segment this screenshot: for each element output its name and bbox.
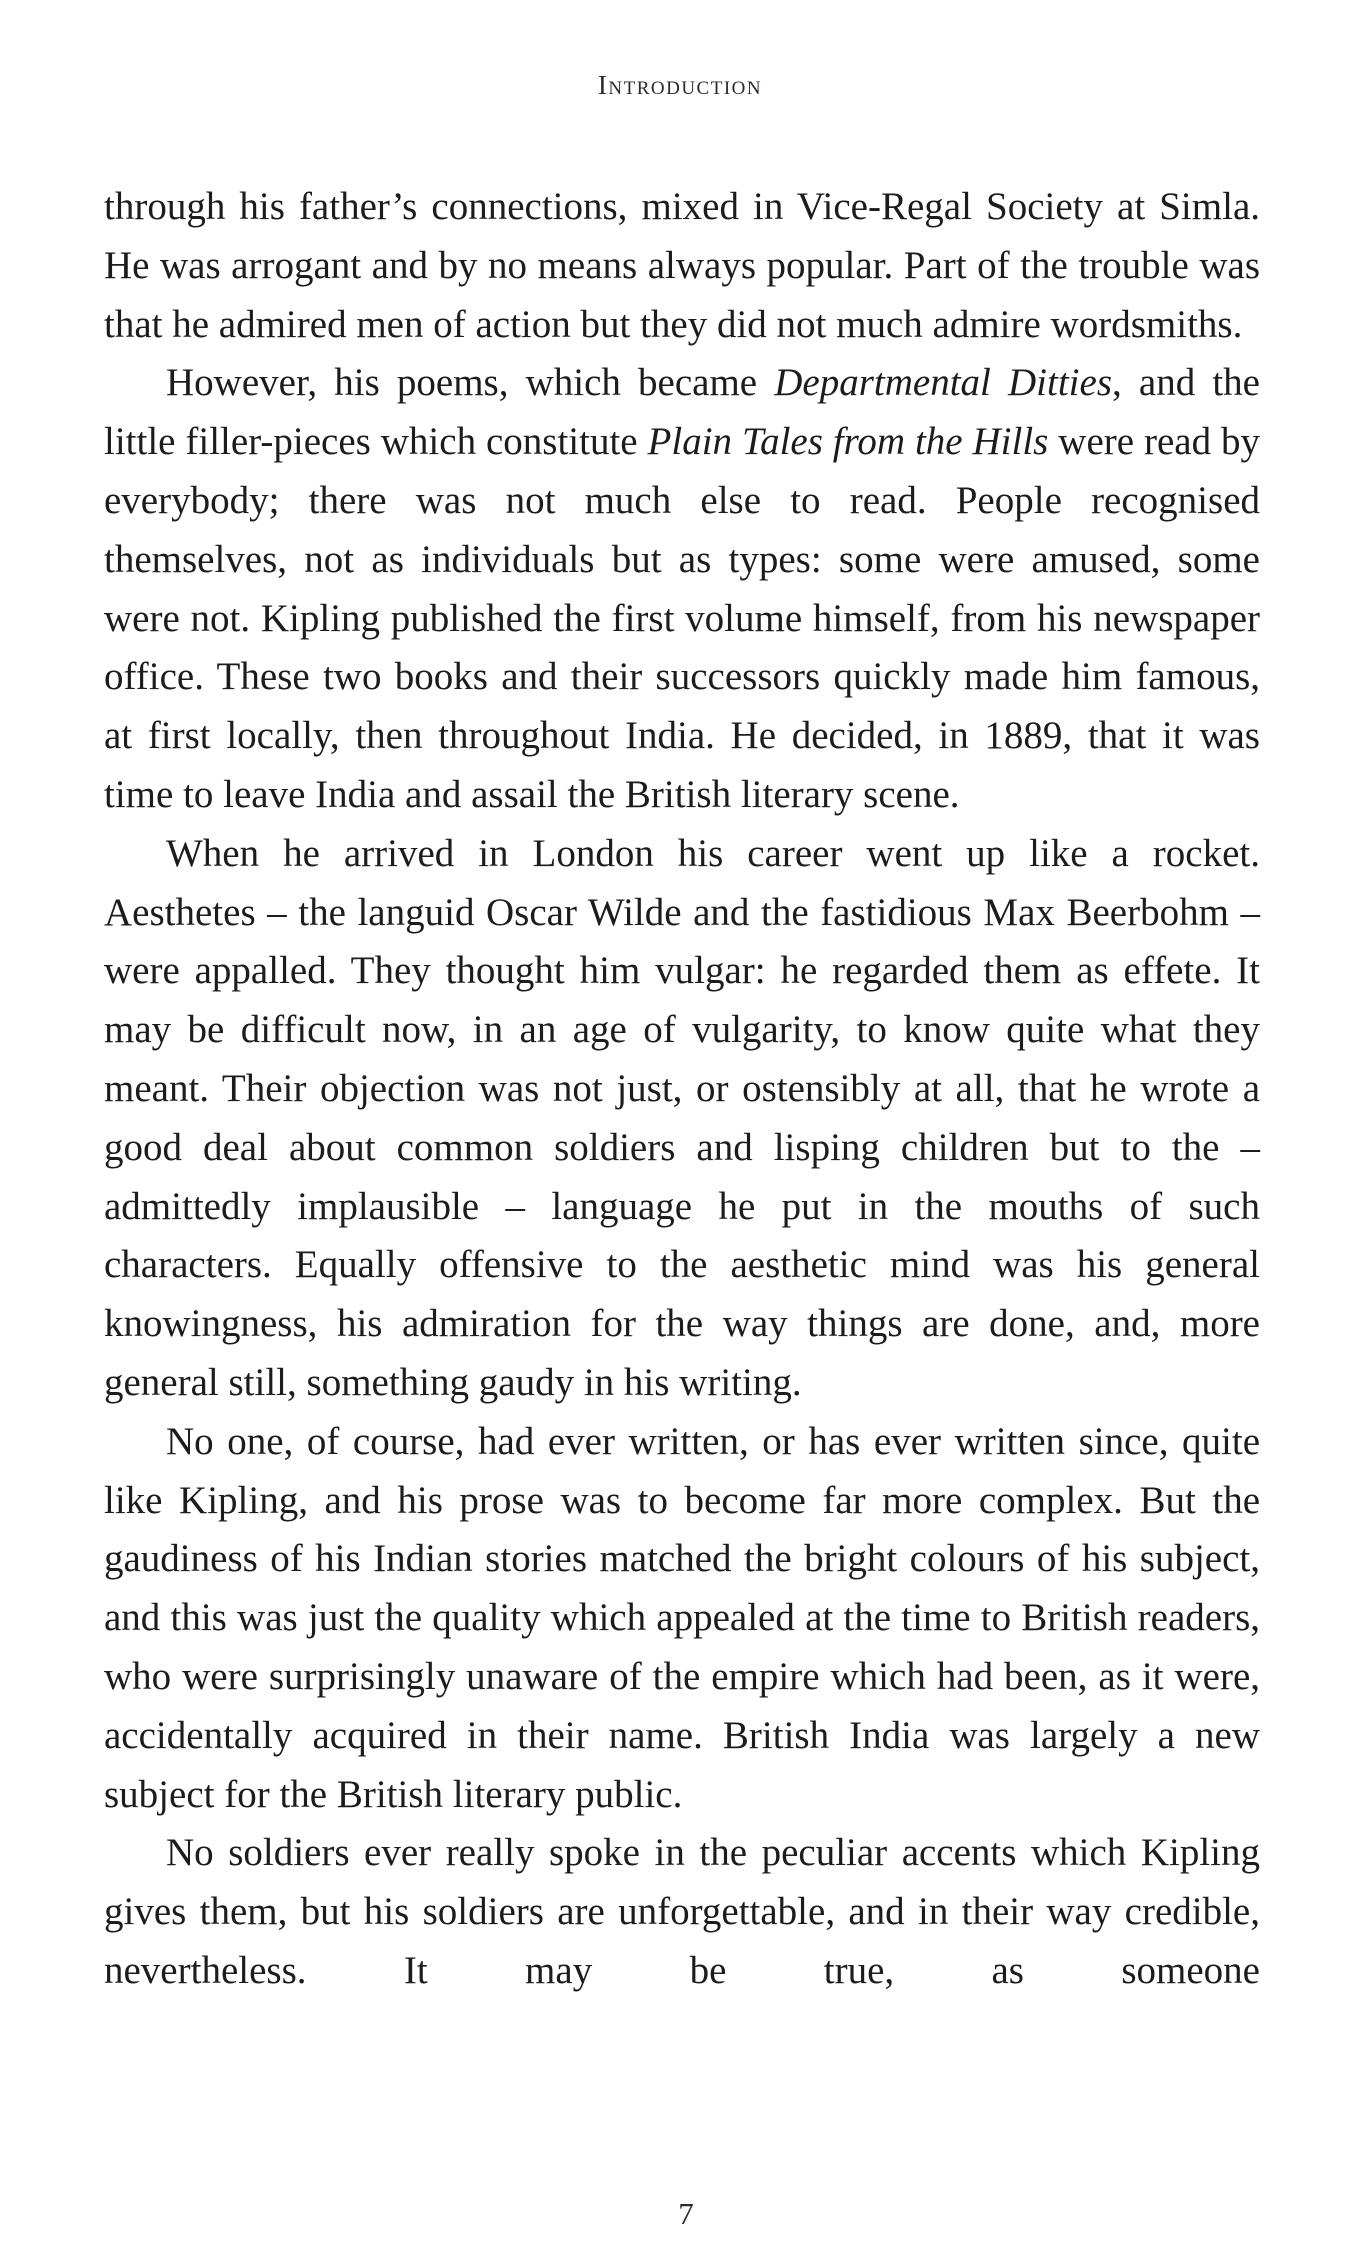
page-number: 7 xyxy=(678,2196,694,2231)
text-segment: No soldiers ever really spoke in the peculiar accents which Kipling gives them, but his soldiers are unforgettable, and in their way credible, nevertheless. It may be true, as someone xyxy=(104,1831,1260,1992)
paragraph xyxy=(104,1413,1260,1825)
book-title: Departmental Ditties xyxy=(774,361,1113,405)
book-title: Plain Tales from the Hills xyxy=(647,420,1049,464)
text-segment: No one, of course, had ever written, or has ever written since, quite like Kipling, and his prose was to become far more complex. But the gaudiness of his Indian stories matched the bright colours of his subject, and this was just the quality which appealed at the time to British readers, who were surprisingly unaware of the empire which had been, as it were, accidentally acquired in their name. British India was largely a new subject for the British literary public. xyxy=(104,1419,1260,1816)
paragraph xyxy=(104,354,1260,824)
paragraph xyxy=(104,1824,1260,2000)
text-segment: When he arrived in London his career went up like a rocket. Aesthetes – the languid Oscar Wilde and the fastidious Max Beerbohm – were appalled. They thought him vulgar: he regarded them as effete. It may be difficult now, in an age of vulgarity, to know quite what they meant. Their objection was not just, or ostensibly at all, that he wrote a good deal about common soldiers and lisping children but to the – admittedly implausible – language he put in the mouths of such characters. Equally offensive to the aesthetic mind was his general knowingness, his admiration for the way things are done, and, more general still, something gaudy in his writing. xyxy=(104,831,1260,1404)
text-segment: However, his poems, which became xyxy=(166,361,775,405)
running-head: Introduction xyxy=(597,70,763,100)
paragraph xyxy=(104,178,1260,354)
text-segment: were read by everybody; there was not much else to read. People recognised themselves, not as individuals but as types: some were amused, some were not. Kipling published the first volume himself, from his newspaper office. These two books and their successors quickly made him famous, at first locally, then throughout India. He decided, in 1889, that it was time to leave India and assail the British literary scene. xyxy=(104,420,1260,816)
text-segment: through his father’s connections, mixed in Vice-Regal Society at Simla. He was arrogant and by no means always popular. Part of the trouble was that he admired men of action but they did not much admire wordsmiths. xyxy=(104,185,1260,346)
text-segment: , and the little filler-pieces which constitute xyxy=(104,361,1260,464)
body-text xyxy=(104,178,1260,2001)
paragraph xyxy=(104,825,1260,1413)
